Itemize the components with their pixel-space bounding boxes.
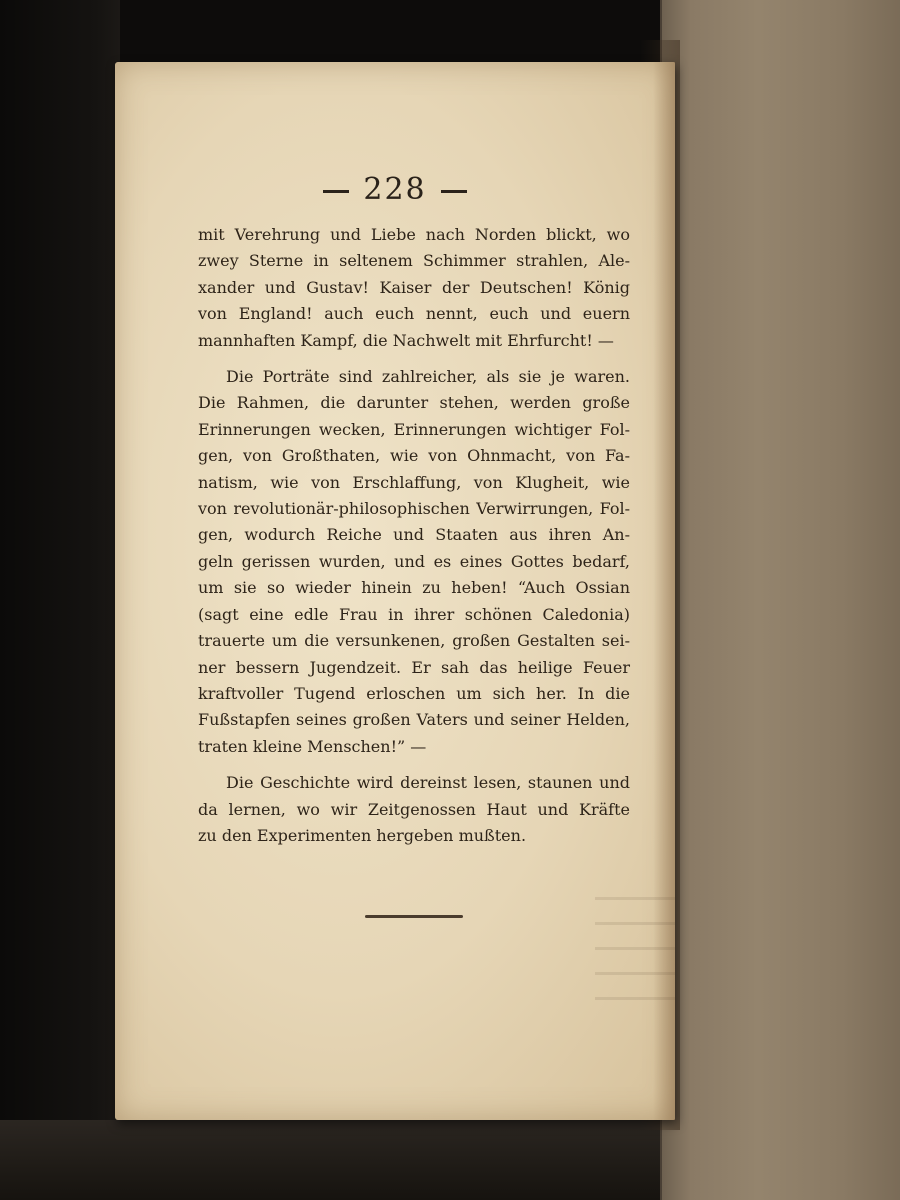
text-line: von England! auch euch nennt, euch und euern [198,304,630,324]
text-line: Die Geschichte wird dereinst lesen, staunen und [226,773,630,793]
text-line: um sie so wieder hinein zu heben! “Auch Ossian [198,578,630,598]
text-line: traten kleine Menschen!” — [198,736,427,756]
book-cover [660,0,900,1200]
paragraph-gap [198,354,630,364]
text-line: xander und Gustav! Kaiser der Deutschen! König [198,277,630,297]
text-line: Fußstapfen seines großen Vaters und seiner Helden, [198,710,630,730]
text-line: Die Rahmen, die darunter stehen, werden große [198,393,630,413]
text-line: da lernen, wo wir Zeitgenossen Haut und Kräfte [198,799,630,819]
show-through-text [595,897,675,1057]
page-header [115,172,675,207]
text-line: von revolutionär-philosophischen Verwirrungen, Fol- [198,499,630,519]
paragraph-1 [198,222,630,354]
section-rule [365,915,463,918]
header-dash-right [441,190,467,193]
page-number: 228 [363,172,427,207]
body-text [198,222,630,849]
text-line: geln gerissen wurden, und es eines Gottes bedarf, [198,551,630,571]
text-line: Erinnerungen wecken, Erinnerungen wichtiger Fol- [198,419,630,439]
text-line: ner bessern Jugendzeit. Er sah das heilige Feuer [198,657,630,677]
text-line: gen, von Großthaten, wie von Ohnmacht, von Fa- [198,446,630,466]
text-line: mit Verehrung und Liebe nach Norden blickt, wo [198,225,630,244]
text-line: trauerte um die versunkenen, großen Gestalten sei- [198,631,630,651]
text-line: zu den Experimenten hergeben mußten. [198,825,527,845]
header-dash-left [323,190,349,193]
text-line: natism, wie von Erschlaffung, von Klugheit, wie [198,472,630,492]
dark-background [0,0,120,1200]
text-line: zwey Sterne in seltenem Schimmer strahlen, Ale- [198,251,630,271]
book-page [115,62,675,1120]
text-line: kraftvoller Tugend erloschen um sich her. In die [198,683,630,703]
text-line: (sagt eine edle Frau in ihrer schönen Caledonia) [198,604,630,624]
paragraph-2 [198,364,630,760]
paragraph-gap [198,760,630,770]
text-line: mannhaften Kampf, die Nachwelt mit Ehrfurcht! — [198,330,614,350]
paragraph-3 [198,770,630,849]
text-line: gen, wodurch Reiche und Staaten aus ihren An- [198,525,630,545]
text-line: Die Porträte sind zahlreicher, als sie je waren. [226,367,630,387]
